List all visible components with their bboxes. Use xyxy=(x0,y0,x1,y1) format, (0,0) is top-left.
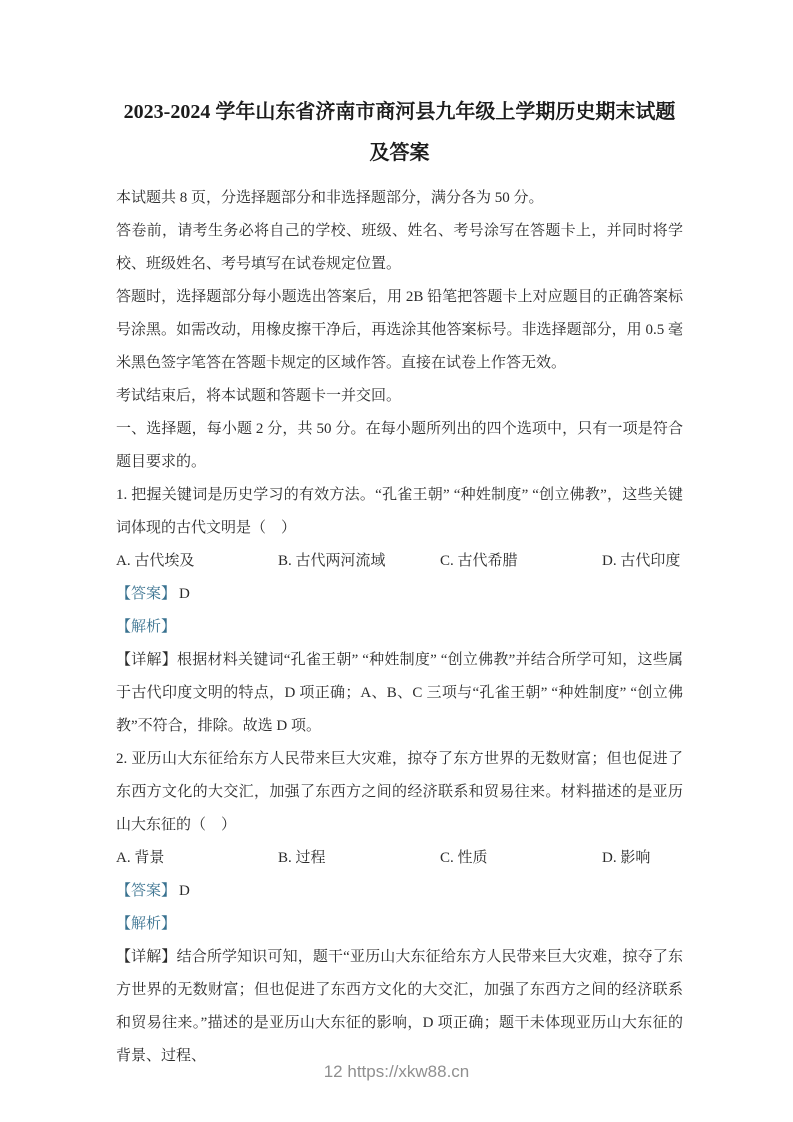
question-2-option-a: A. 背景 xyxy=(116,850,165,866)
question-1 xyxy=(116,479,683,743)
detail-text: 结合所学知识可知，题干“亚历山大东征给东方人民带来巨大灾难，掠夺了东方世界的无数财富；但也促进了东西方文化的大交汇，加强了东西方之间的经济联系和贸易往来。”描述的是亚历山大东征的影响，D 项正确；题干未体现亚历山大东征的背景、过程、 xyxy=(116,949,683,1064)
question-1-options xyxy=(116,545,683,578)
question-2-option-b: B. 过程 xyxy=(278,850,326,866)
question-1-option-c: C. 古代希腊 xyxy=(440,553,518,569)
question-2-option-d: D. 影响 xyxy=(602,850,651,866)
section-heading: 一、选择题，每小题 2 分，共 50 分。在每小题所列出的四个选项中，只有一项是符合题目要求的。 xyxy=(116,421,683,470)
footer-link[interactable]: https://xkw88.cn xyxy=(347,1062,470,1081)
analysis-label: 【解析】 xyxy=(116,916,177,932)
question-2-stem: 2. 亚历山大东征给东方人民带来巨大灾难，掠夺了东方世界的无数财富；但也促进了东西方文化的大交汇，加强了东西方之间的经济联系和贸易往来。材料描述的是亚历山大东征的（ ） xyxy=(116,751,683,833)
answer-value: D xyxy=(179,883,190,899)
answer-label: 【答案】 xyxy=(116,883,177,899)
question-1-option-d: D. 古代印度 xyxy=(602,553,681,569)
question-1-detail xyxy=(116,644,683,743)
question-2-option-c: C. 性质 xyxy=(440,850,488,866)
analysis-label: 【解析】 xyxy=(116,619,177,635)
answer-label: 【答案】 xyxy=(116,586,177,602)
question-1-option-b: B. 古代两河流域 xyxy=(278,553,386,569)
page-title: 2023-2024 学年山东省济南市商河县九年级上学期历史期末试题及答案 xyxy=(123,101,676,164)
intro-paragraph-after-exam: 考试结束后，将本试题和答题卡一并交回。 xyxy=(116,388,402,404)
intro-paragraph-before-exam: 答卷前，请考生务必将自己的学校、班级、姓名、考号涂写在答题卡上，并同时将学校、班级姓名、考号填写在试卷规定位置。 xyxy=(116,223,683,272)
question-2-detail xyxy=(116,941,683,1073)
question-2 xyxy=(116,743,683,1073)
page-number: 12 xyxy=(323,1062,343,1081)
detail-text: 根据材料关键词“孔雀王朝” “种姓制度” “创立佛教”并结合所学可知，这些属于古代印度文明的特点，D 项正确；A、B、C 三项与“孔雀王朝” “种姓制度” “创立佛教”不符合，排除。故选 D 项。 xyxy=(116,652,683,734)
question-2-answer-line xyxy=(116,875,683,908)
page-footer xyxy=(0,1062,793,1082)
answer-value: D xyxy=(179,586,190,602)
detail-label: 【详解】 xyxy=(116,652,177,668)
question-1-option-a: A. 古代埃及 xyxy=(116,553,195,569)
detail-label: 【详解】 xyxy=(116,949,177,965)
question-1-stem: 1. 把握关键词是历史学习的有效方法。“孔雀王朝” “种姓制度” “创立佛教”，这些关键词体现的古代文明是（ ） xyxy=(116,487,683,536)
question-1-answer-line xyxy=(116,578,683,611)
question-2-options xyxy=(116,842,683,875)
intro-paragraph-answering: 答题时，选择题部分每小题选出答案后，用 2B 铅笔把答题卡上对应题目的正确答案标号涂黑。如需改动，用橡皮擦干净后，再选涂其他答案标号。非选择题部分，用 0.5 毫米黑色签字笔答在答题卡规定的区域作答。直接在试卷上作答无效。 xyxy=(116,289,683,371)
intro-paragraph-pages: 本试题共 8 页，分选择题部分和非选择题部分，满分各为 50 分。 xyxy=(116,190,544,206)
